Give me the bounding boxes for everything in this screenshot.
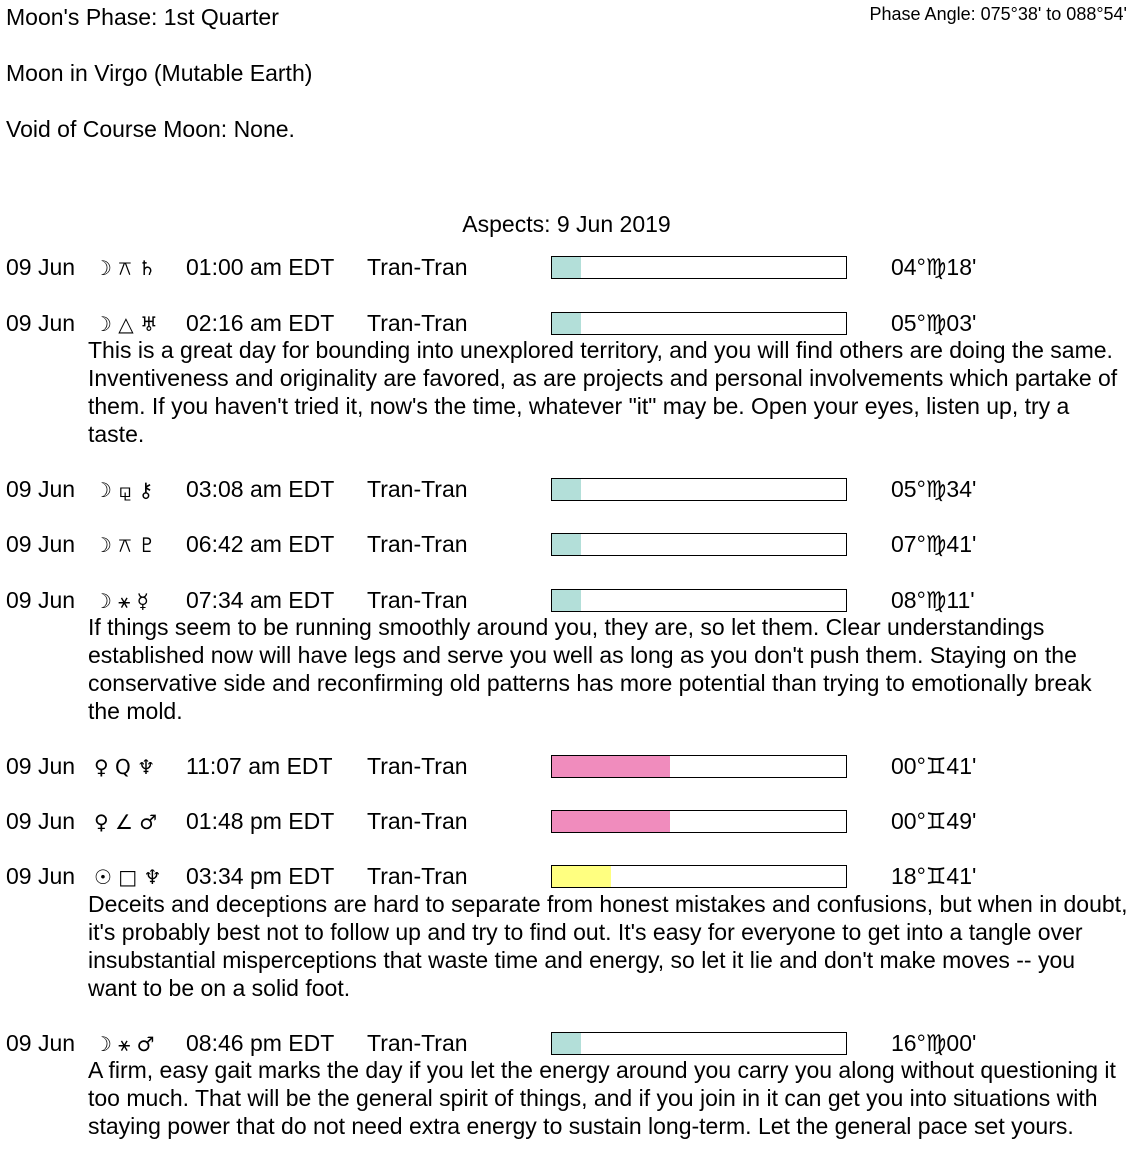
phase-angle: Phase Angle: 075°38' to 088°54': [869, 4, 1127, 24]
strength-bar-fill: [552, 866, 611, 887]
aspect-description: This is a great day for bounding into unexplored territory, and you will find others are doing the same. Inventiveness and originality are favored, as are projects and personal involvements which partake of them. If you haven't tried it, now's the time, whatever "it" may be. Open your eyes, listen up, try a taste.: [88, 337, 1118, 447]
strength-bar-fill: [552, 590, 581, 611]
aspect-symbols: ☽ ⚻ ♄: [94, 256, 156, 280]
aspect-symbols: ♀ Q ♆: [94, 755, 156, 779]
aspect-time: 01:00 am EDT: [186, 254, 335, 280]
aspect-position: 08°♍11': [891, 587, 975, 613]
aspect-position: 00°♊49': [891, 808, 977, 834]
aspect-date: 09 Jun: [6, 753, 76, 779]
strength-bar-fill: [552, 257, 581, 278]
aspect-symbols: ☉ □ ♆: [94, 865, 162, 889]
strength-bar-fill: [552, 534, 581, 555]
strength-bar: [551, 1032, 847, 1055]
aspect-date: 09 Jun: [6, 1030, 76, 1056]
strength-bar-fill: [552, 1033, 581, 1054]
aspects-title: Aspects: 9 Jun 2019: [462, 211, 671, 237]
aspect-type: Tran-Tran: [367, 531, 468, 557]
strength-bar: [551, 533, 847, 556]
aspect-row: [0, 531, 1133, 561]
strength-bar: [551, 755, 847, 778]
aspect-date: 09 Jun: [6, 863, 76, 889]
aspect-type: Tran-Tran: [367, 1030, 468, 1056]
aspect-type: Tran-Tran: [367, 753, 468, 779]
strength-bar: [551, 810, 847, 833]
aspect-time: 08:46 pm EDT: [186, 1030, 335, 1056]
aspect-time: 11:07 am EDT: [186, 753, 333, 779]
aspect-row: [0, 476, 1133, 506]
aspect-time: 03:34 pm EDT: [186, 863, 335, 889]
aspect-description: A firm, easy gait marks the day if you let the energy around you carry you along without questioning it too much. That will be the general spirit of things, and if you join in it can get you into situations with staying power that do not need extra energy to sustain long-term. Let the general pace set yours.: [88, 1057, 1116, 1139]
aspect-time: 02:16 am EDT: [186, 310, 335, 336]
aspect-date: 09 Jun: [6, 254, 76, 280]
moon-sign: Moon in Virgo (Mutable Earth): [6, 60, 313, 86]
aspect-position: 07°♍41': [891, 531, 977, 557]
aspect-date: 09 Jun: [6, 587, 76, 613]
strength-bar-fill: [552, 756, 670, 777]
strength-bar: [551, 478, 847, 501]
aspect-type: Tran-Tran: [367, 808, 468, 834]
aspect-type: Tran-Tran: [367, 254, 468, 280]
aspect-position: 04°♍18': [891, 254, 977, 280]
aspect-row: [0, 753, 1133, 783]
moon-phase: Moon's Phase: 1st Quarter: [6, 4, 279, 30]
aspect-time: 01:48 pm EDT: [186, 808, 335, 834]
aspect-date: 09 Jun: [6, 531, 76, 557]
aspect-position: 16°♍00': [891, 1030, 977, 1056]
aspect-position: 00°♊41': [891, 753, 977, 779]
aspect-symbols: ☽ ⚼ ⚷: [94, 478, 154, 502]
aspect-time: 07:34 am EDT: [186, 587, 335, 613]
aspect-symbols: ♀ ∠ ♂: [94, 810, 158, 834]
strength-bar: [551, 589, 847, 612]
strength-bar-fill: [552, 479, 581, 500]
aspect-position: 05°♍03': [891, 310, 977, 336]
aspect-symbols: ☽ ⚻ ♇: [94, 533, 156, 557]
aspect-type: Tran-Tran: [367, 863, 468, 889]
strength-bar: [551, 865, 847, 888]
strength-bar: [551, 256, 847, 279]
aspect-type: Tran-Tran: [367, 587, 468, 613]
strength-bar-fill: [552, 811, 670, 832]
aspect-symbols: ☽ ⚹ ☿: [94, 589, 149, 613]
aspect-type: Tran-Tran: [367, 310, 468, 336]
aspect-position: 18°♊41': [891, 863, 977, 889]
aspect-date: 09 Jun: [6, 476, 76, 502]
void-of-course: Void of Course Moon: None.: [6, 116, 295, 142]
aspect-symbols: ☽ △ ♅: [94, 312, 158, 336]
aspect-row: [0, 808, 1133, 838]
aspect-description: Deceits and deceptions are hard to separate from honest mistakes and confusions, but when in doubt, it's probably best not to follow up and try to find out. It's easy for everyone to get into a tangle over insubstantial misperceptions that waste time and energy, so let it lie and don't make moves -- you want to be on a solid foot.: [88, 891, 1128, 1001]
aspect-symbols: ☽ ⚹ ♂: [94, 1032, 155, 1056]
strength-bar-fill: [552, 313, 581, 334]
aspect-description: If things seem to be running smoothly around you, they are, so let them. Clear understandings established now will have legs and serve you well as long as you don't push them. Staying on the conservative side and reconfirming old patterns has more potential than trying to emotionally break the mold.: [88, 614, 1092, 724]
aspect-time: 06:42 am EDT: [186, 531, 335, 557]
aspect-position: 05°♍34': [891, 476, 977, 502]
aspect-date: 09 Jun: [6, 310, 76, 336]
aspect-date: 09 Jun: [6, 808, 76, 834]
aspect-row: [0, 254, 1133, 284]
aspect-row: [0, 863, 1133, 893]
aspect-type: Tran-Tran: [367, 476, 468, 502]
aspect-time: 03:08 am EDT: [186, 476, 335, 502]
strength-bar: [551, 312, 847, 335]
